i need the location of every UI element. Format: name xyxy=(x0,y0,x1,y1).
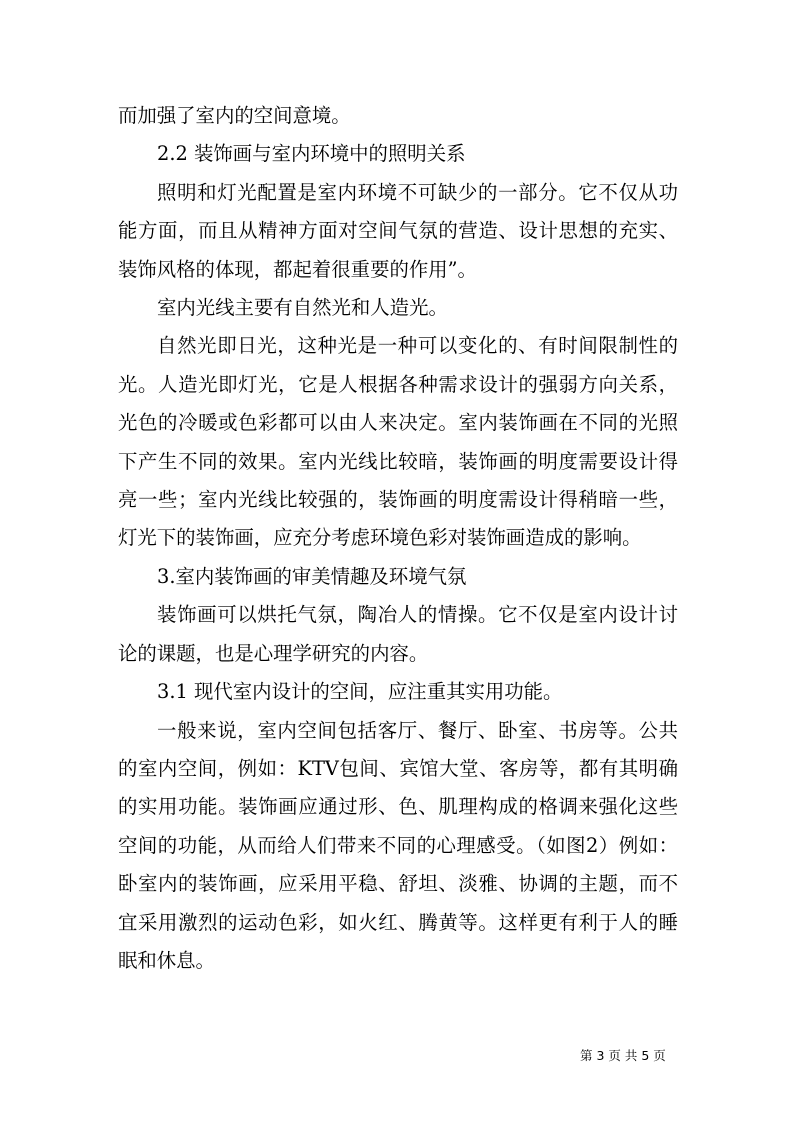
section-heading-3-1: 3.1 现代室内设计的空间，应注重其实用功能。 xyxy=(157,680,563,704)
paragraph-3: 照明和灯光配置是室内环境不可缺少的一部分。它不仅从功能方面，而且从精神方面对空间气氛的营造、设计思想的充实、装饰风格的体现，都起着很重要的作用”。 xyxy=(118,180,678,281)
paragraph-9: 一般来说，室内空间包括客厅、餐厅、卧室、书房等。公共的室内空间，例如：KTV包间、宾馆大堂、客房等，都有其明确的实用功能。装饰画应通过形、色、肌理构成的格调来强化这些空间的功能，从而给人们带来不同的心理感受。（如图2）例如：卧室内的装饰画，应采用平稳、舒坦、淡雅、协调的主题，而不宜采用激烈的运动色彩，如火红、腾黄等。这样更有利于人的睡眠和休息。 xyxy=(118,718,678,972)
section-heading-2-2: 2.2 装饰画与室内环境中的照明关系 xyxy=(157,142,466,166)
page-number-footer: 第 3 页 共 5 页 xyxy=(580,1048,666,1063)
paragraph-7: 装饰画可以烘托气氛，陶冶人的情操。它不仅是室内设计讨论的课题，也是心理学研究的内容。 xyxy=(118,603,678,665)
document-body xyxy=(118,97,678,980)
section-heading-3: 3.室内装饰画的审美情趣及环境气氛 xyxy=(157,564,467,588)
paragraph-1: 而加强了室内的空间意境。 xyxy=(118,104,351,127)
paragraph-5: 自然光即日光，这种光是一种可以变化的、有时间限制性的光。人造光即灯光，它是人根据各种需求设计的强弱方向关系，光色的冷暖或色彩都可以由人来决定。室内装饰画在不同的光照下产生不同的效果。室内光线比较暗，装饰画的明度需要设计得亮一些；室内光线比较强的，装饰画的明度需设计得稍暗一些，灯光下的装饰画，应充分考虑环境色彩对装饰画造成的影响。 xyxy=(118,334,678,550)
paragraph-4: 室内光线主要有自然光和人造光。 xyxy=(157,296,448,320)
